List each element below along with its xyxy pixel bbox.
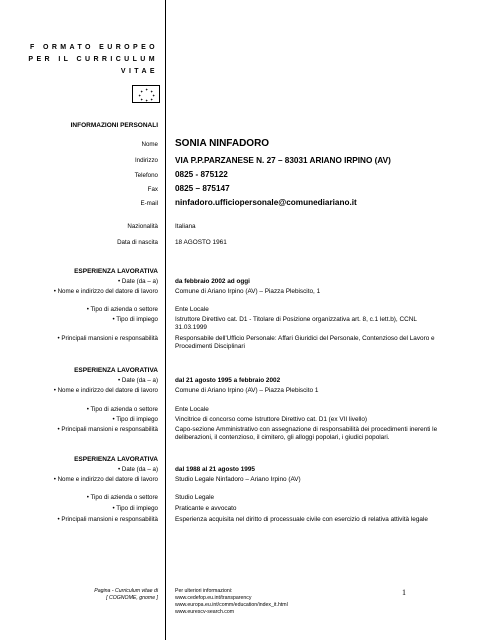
experience-sector: Ente Locale <box>175 306 209 313</box>
sector-label: • Tipo di azienda o settore <box>86 306 158 313</box>
birth-date-value: 18 AGOSTO 1961 <box>175 239 227 246</box>
email-value[interactable]: ninfadoro.ufficiopersonale@comunediariano.it <box>175 198 357 207</box>
sector-label: • Tipo di azienda o settore <box>86 494 158 501</box>
footer-name-placeholder: [ COGNOME, gnome ] <box>106 595 158 601</box>
duties-label: • Principali mansioni e responsabilità <box>57 516 158 523</box>
fax-value: 0825 – 875147 <box>175 184 230 193</box>
section-title-personal: INFORMAZIONI PERSONALI <box>70 122 158 129</box>
page-number: 1 <box>402 588 406 597</box>
name-label: Nome <box>141 141 158 148</box>
section-title-experience: ESPERIENZA LAVORATIVA <box>74 367 158 374</box>
phone-value: 0825 - 875122 <box>175 170 228 179</box>
employer-label: • Nome e indirizzo del datore di lavoro <box>53 476 158 483</box>
experience-job-type: Praticante e avvocato <box>175 505 237 512</box>
experience-job-type: Istruttore Direttivo cat. D1 - Titolare di Posizione organizzativa art. 8, c.1 lett.b), CCNL 31.03.1999 <box>175 316 417 331</box>
employer-label: • Nome e indirizzo del datore di lavoro <box>53 387 158 394</box>
sector-label: • Tipo di azienda o settore <box>86 406 158 413</box>
footer-link[interactable]: www.europa.eu.int/comm/education/index_it.html <box>175 602 288 608</box>
header-line-2: PER IL CURRICULUM <box>28 56 158 63</box>
birth-date-label: Data di nascita <box>117 239 158 246</box>
dates-label: • Date (da – a) <box>118 466 158 473</box>
fax-label: Fax <box>147 186 158 193</box>
experience-employer: Comune di Ariano Irpino (AV) – Piazza Plebiscito, 1 <box>175 288 321 295</box>
header-line-3: VITAE <box>120 68 158 75</box>
job-type-label: • Tipo di impiego <box>112 505 158 512</box>
section-title-experience: ESPERIENZA LAVORATIVA <box>74 268 158 275</box>
header-line-1: F ORMATO EUROPEO <box>29 44 158 51</box>
footer-page-info <box>94 588 158 602</box>
duties-label: • Principali mansioni e responsabilità <box>57 335 158 342</box>
employer-label: • Nome e indirizzo del datore di lavoro <box>53 288 158 295</box>
eu-flag-icon: ✦ ✦ ✦ ✦ ✦ ✦ ✦ ✦ <box>132 85 160 103</box>
experience-duties: Capo-sezione Amministrativo con assegnazione di responsabilità dei procedimenti inerenti le deliberazioni, il contenzioso, il cimitero, gli alloggi popolari, i giudici popolari. <box>175 426 438 441</box>
experience-dates: dal 21 agosto 1995 a febbraio 2002 <box>175 377 281 384</box>
job-type-label: • Tipo di impiego <box>112 316 158 323</box>
footer-info-title: Per ulteriori informazioni: <box>175 588 233 594</box>
footer-link[interactable]: www.cedefop.eu.int/transparency <box>175 595 252 601</box>
nationality-label: Nazionalità <box>127 223 158 230</box>
dates-label: • Date (da – a) <box>118 278 158 285</box>
experience-dates: da febbraio 2002 ad oggi <box>175 278 250 285</box>
vertical-rule <box>165 0 166 640</box>
footer-page-label: Pagina - Curriculum vitae di <box>94 588 158 594</box>
experience-sector: Studio Legale <box>175 494 215 501</box>
address-label: Indirizzo <box>134 157 158 164</box>
experience-employer: Studio Legale Ninfadoro – Ariano Irpino (AV) <box>175 476 301 483</box>
duties-label: • Principali mansioni e responsabilità <box>57 426 158 433</box>
experience-employer: Comune di Ariano Irpino (AV) – Piazza Plebiscito 1 <box>175 387 319 394</box>
email-label: E-mail <box>140 200 158 207</box>
experience-job-type: Vincitrice di concorso come Istruttore Direttivo cat. D1 (ex VII livello) <box>175 416 368 423</box>
nationality-value: Italiana <box>175 223 196 230</box>
section-title-experience: ESPERIENZA LAVORATIVA <box>74 456 158 463</box>
footer-link[interactable]: www.eurescv-search.com <box>175 609 235 615</box>
experience-duties: Esperienza acquisita nel diritto di processuale civile con esercizio di relativa attività legale <box>175 516 428 523</box>
job-type-label: • Tipo di impiego <box>112 416 158 423</box>
experience-sector: Ente Locale <box>175 406 209 413</box>
address-value: VIA P.P.PARZANESE N. 27 – 83031 ARIANO IRPINO (AV) <box>175 156 391 165</box>
footer-links <box>175 588 288 616</box>
phone-label: Telefono <box>134 172 158 179</box>
experience-dates: dal 1988 al 21 agosto 1995 <box>175 466 255 473</box>
name-value: SONIA NINFADORO <box>175 138 270 149</box>
experience-duties: Responsabile dell'Ufficio Personale: Affari Giuridici del Personale, Contenzioso del Lavoro e Procedimenti Disciplinari <box>175 335 435 350</box>
dates-label: • Date (da – a) <box>118 377 158 384</box>
